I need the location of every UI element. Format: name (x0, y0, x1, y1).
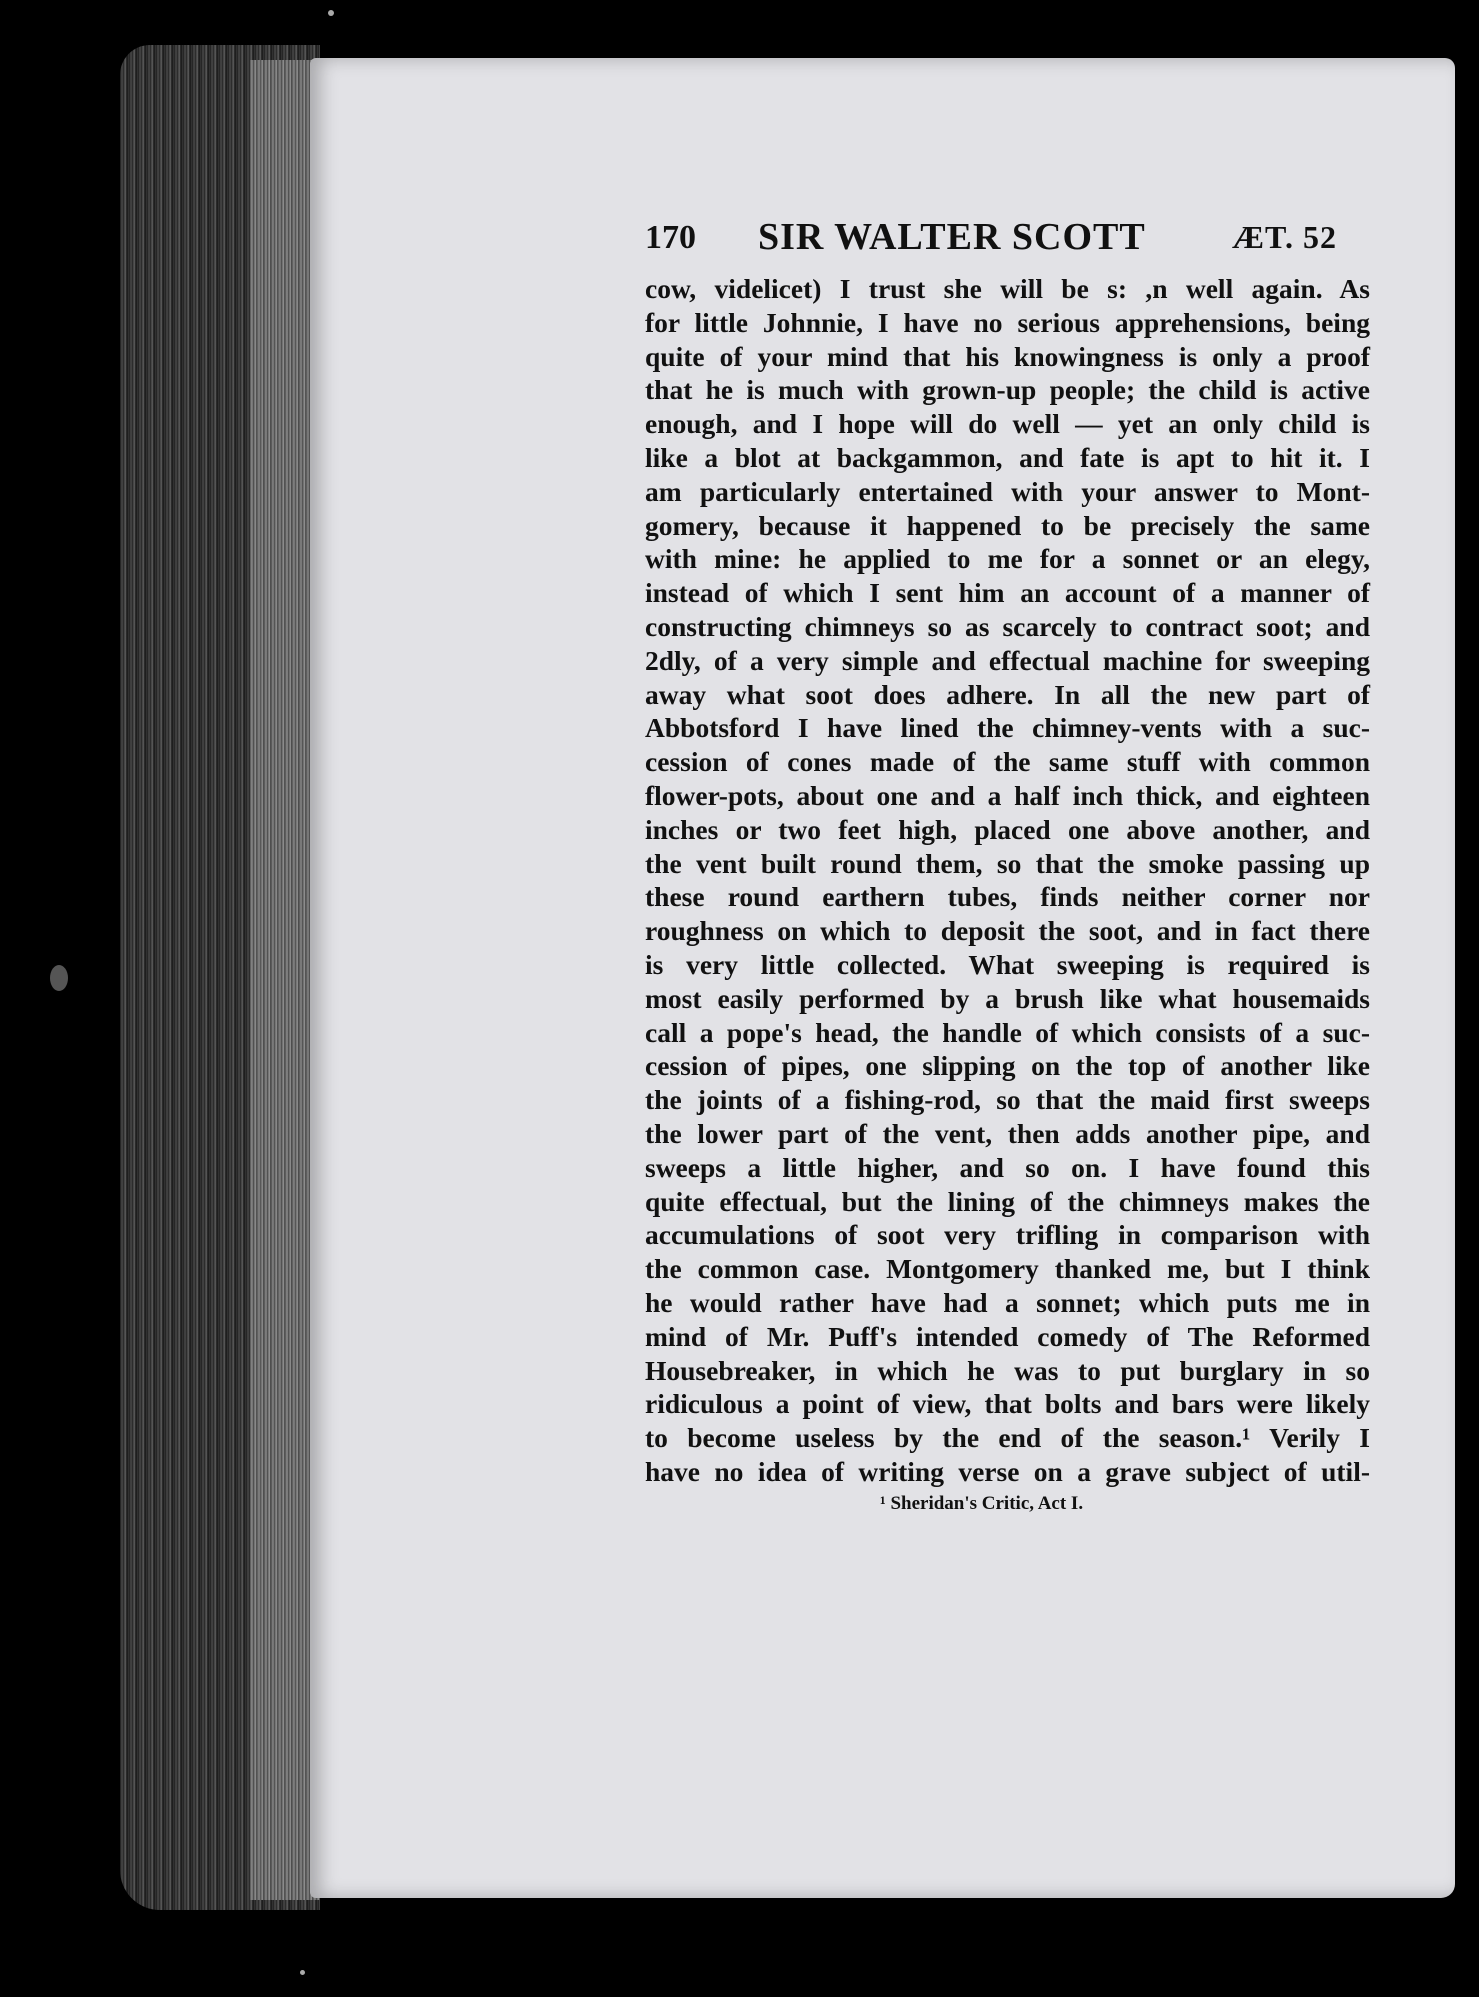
text-line: have no idea of writing verse on a grave subject of util- (645, 1455, 1370, 1487)
text-line: mind of Mr. Puff's intended comedy of The Reformed (645, 1320, 1370, 1352)
dust-speck (300, 1970, 305, 1975)
text-line: the vent built round them, so that the smoke passing up (645, 847, 1370, 879)
text-line: call a pope's head, the handle of which consists of a suc- (645, 1016, 1370, 1048)
text-line: most easily performed by a brush like what housemaids (645, 982, 1370, 1014)
text-line: quite of your mind that his knowingness is only a proof (645, 340, 1370, 372)
text-line: ridiculous a point of view, that bolts and bars were likely (645, 1388, 1370, 1420)
text-line: enough, and I hope will do well — yet an only child is (645, 408, 1370, 440)
text-line: like a blot at backgammon, and fate is apt to hit it. I (645, 441, 1370, 473)
text-line: the common case. Montgomery thanked me, but I think (645, 1253, 1370, 1285)
body-text (645, 272, 1370, 1489)
text-line: cession of pipes, one slipping on the top of another like (645, 1050, 1370, 1082)
text-line: flower-pots, about one and a half inch thick, and eighteen (645, 779, 1370, 811)
running-title: SIR WALTER SCOTT (758, 216, 1146, 258)
footnote: ¹ Sheridan's Critic, Act I. (880, 1493, 1084, 1514)
text-line: these round earthern tubes, finds neither corner nor (645, 881, 1370, 913)
text-line: is very little collected. What sweeping is required is (645, 948, 1370, 980)
text-line: that he is much with grown-up people; the child is active (645, 374, 1370, 406)
text-line: 2dly, of a very simple and effectual machine for sweeping (645, 644, 1370, 676)
text-line: he would rather have had a sonnet; which puts me in (645, 1286, 1370, 1318)
text-line: inches or two feet high, placed one above another, and (645, 813, 1370, 845)
text-line: cession of cones made of the same stuff with common (645, 746, 1370, 778)
text-line: roughness on which to deposit the soot, and in fact there (645, 915, 1370, 947)
text-line: for little Johnnie, I have no serious apprehensions, being (645, 306, 1370, 338)
text-line: accumulations of soot very trifling in comparison with (645, 1219, 1370, 1251)
text-line: quite effectual, but the lining of the chimneys makes the (645, 1185, 1370, 1217)
running-head (645, 215, 1345, 265)
text-line: instead of which I sent him an account of a manner of (645, 577, 1370, 609)
text-line: Housebreaker, in which he was to put burglary in so (645, 1354, 1370, 1386)
text-line: cow, videlicet) I trust she will be s: ,n well again. As (645, 273, 1370, 304)
dust-speck (50, 965, 68, 991)
text-line: gomery, because it happened to be precisely the same (645, 509, 1370, 541)
text-line: constructing chimneys so as scarcely to contract soot; and (645, 610, 1370, 642)
text-line: sweeps a little higher, and so on. I have found this (645, 1151, 1370, 1183)
text-line: the lower part of the vent, then adds another pipe, and (645, 1117, 1370, 1149)
text-line: to become useless by the end of the season.¹ Verily I (645, 1422, 1370, 1454)
age-marker: ÆT. 52 (1232, 219, 1337, 255)
text-line: with mine: he applied to me for a sonnet or an elegy, (645, 543, 1370, 575)
text-line: Abbotsford I have lined the chimney-vents with a suc- (645, 712, 1370, 744)
text-line: away what soot does adhere. In all the new part of (645, 678, 1370, 710)
dust-speck (328, 10, 334, 16)
text-line: am particularly entertained with your answer to Mont- (645, 475, 1370, 507)
text-line: the joints of a fishing-rod, so that the maid first sweeps (645, 1084, 1370, 1116)
page-number: 170 (645, 219, 696, 256)
